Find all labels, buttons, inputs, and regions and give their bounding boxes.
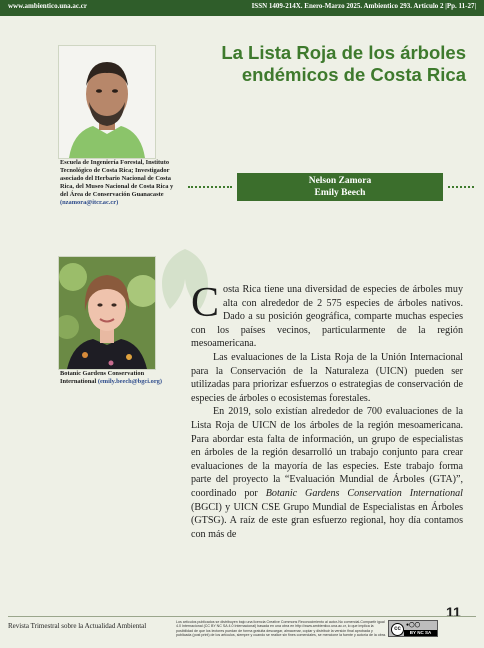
article-body	[191, 280, 463, 541]
author2-email[interactable]: (emily.beech@bgci.org)	[97, 378, 162, 385]
author1-email[interactable]: (nzamora@itcr.ac.cr)	[60, 199, 119, 206]
paragraph-2: Las evaluaciones de la Lista Roja de la Unión Internacional para la Conservación de la Naturaleza (UICN) pueden ser utilizadas para priorizar esfuerzos o estrategias de conservación de especies de árboles o ecosistemas forestales.	[191, 351, 463, 404]
author1-affiliation-text: Escuela de Ingeniería Forestal, Instituto Tecnológico de Costa Rica; Investigador asociado del Herbario Nacional de Costa Rica, del Museo Nacional de Costa Rica y del Área de Conservación Guanacaste	[60, 159, 174, 198]
attribution-icon: ●◯◯	[406, 622, 421, 628]
paragraph-3-italic: Botanic Gardens Conservation International	[265, 487, 463, 499]
author-name-2: Emily Beech	[314, 188, 366, 198]
page-number: 11	[446, 604, 461, 620]
drop-cap: C	[191, 280, 220, 326]
footer-divider	[8, 616, 476, 617]
journal-name: Revista Trimestral sobre la Actualidad Ambiental	[8, 622, 147, 630]
cc-icon: cc	[391, 623, 404, 636]
citation-info: ISSN 1409-214X. Enero-Marzo 2025. Ambientico 293. Artículo 2 |Pp. 11-27|	[251, 2, 476, 10]
author2-affiliation-text: Botanic Gardens Conservation International	[60, 370, 145, 385]
divider-right	[448, 186, 474, 188]
author1-affiliation	[60, 159, 180, 207]
paragraph-3	[191, 405, 463, 541]
cc-label: BY NC SA	[404, 630, 437, 636]
divider-left	[188, 186, 232, 188]
header-bar	[0, 0, 484, 16]
author2-affiliation	[60, 370, 180, 386]
license-text: Los artículos publicados se distribuyen bajo una licencia Creative Commons Reconocimiento al autor-No comercial-Compartir igual 4.0 Internacional (CC BY NC SA 4.0 Internacional) basada en una obra en http://www.ambientico.una.ac.cr, lo que implica la posibilidad de que los lectores puedan de forma gratuita descargar, almacenar, copiar y distribuir la versión final aprobada y publicada (post print) de los artículos, siempre y cuando se realice sin fines comerciales, se mencione la fuente y autoría de la obra.	[176, 620, 386, 638]
author-photo-emily	[58, 256, 156, 370]
paragraph-1-text: osta Rica tiene una diversidad de especies de árboles muy alta con alrededor de 2 575 especies de árboles nativos. Dado a su posición geográfica, comparte muchas especies con los países vecinos, particularmente de la región mesoamericana.	[191, 284, 463, 350]
paragraph-1	[191, 280, 463, 351]
website-link[interactable]: www.ambientico.una.ac.cr	[8, 2, 87, 10]
author-name-1: Nelson Zamora	[308, 176, 372, 186]
paragraph-3-text-b: (BGCI) y UICN CSE Grupo Mundial de Especialistas en Árboles (GTSG). A raíz de este gran esfuerzo regional, hoy día contamos con más de	[191, 501, 463, 540]
author-names-box	[237, 173, 443, 201]
cc-license-badge[interactable]	[388, 620, 438, 637]
paragraph-3-text-a: En 2019, solo existían alrededor de 700 evaluaciones de la Lista Roja de UICN de los árboles de la región mesoamericana. Para abordar esta falta de información, un grupo de especialistas en árboles de la región desarrolló un trabajo conjunto para crear evaluaciones de la mayoría de las especies. Este trabajo forma parte del proyecto la “Evaluación Mundial de Árboles (GTA)”, coordinado por	[191, 406, 463, 499]
author-photo-nelson	[58, 45, 156, 159]
article-title: La Lista Roja de los árboles endémicos de Costa Rica	[221, 42, 466, 85]
